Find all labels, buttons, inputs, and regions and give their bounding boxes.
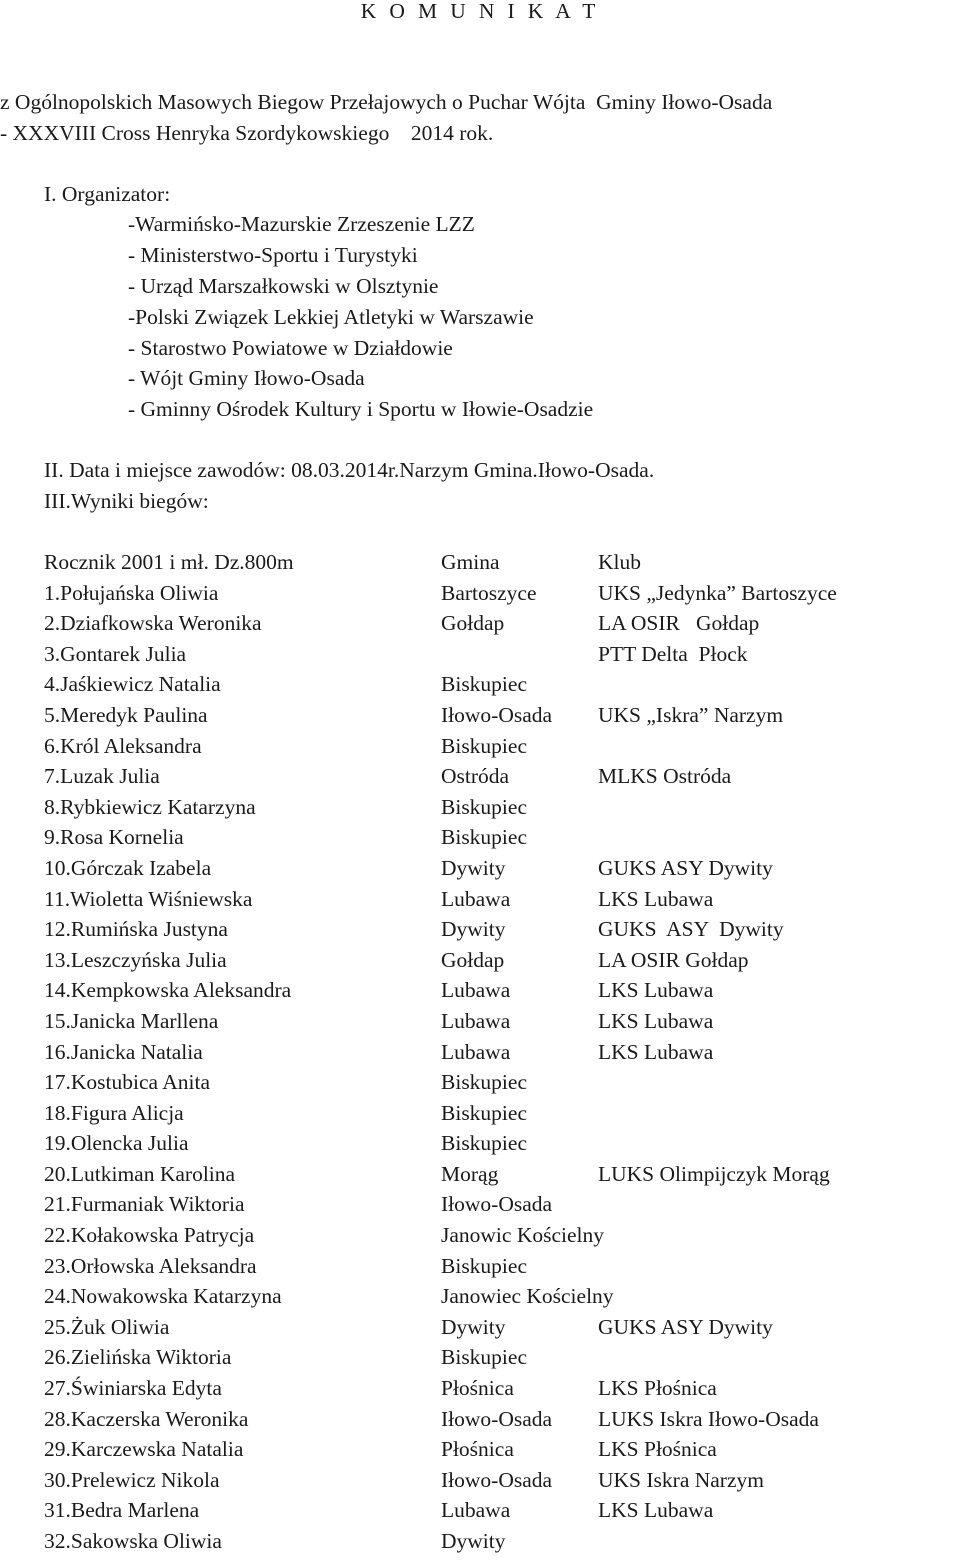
athlete-name: 20.Lutkiman Karolina [44,1161,236,1186]
athlete-klub: LKS Lubawa [598,978,714,1003]
athlete-name: 24.Nowakowska Katarzyna [44,1284,282,1309]
athlete-gmina: Iłowo-Osada [441,1406,553,1431]
results-table [0,547,960,1557]
athlete-gmina: Biskupiec [441,1345,527,1370]
athlete-klub: LKS Lubawa [598,1498,714,1523]
athlete-gmina: Biskupiec [441,1253,527,1278]
category-label: Rocznik 2001 i mł. Dz.800m [44,550,294,574]
athlete-gmina: Płośnica [441,1437,514,1462]
athlete-klub: LKS Lubawa [598,886,714,911]
athlete-gmina: Biskupiec [441,672,527,697]
athlete-name: 27.Świniarska Edyta [44,1376,222,1401]
table-row [0,761,960,792]
athlete-name: 22.Kołakowska Patrycja [44,1223,255,1248]
table-row [0,914,960,945]
athlete-klub: GUKS ASY Dywity [598,1314,773,1339]
organizer-item: - Gminny Ośrodek Kultury i Sportu w Iłowie-Osadzie [128,397,594,421]
athlete-name: 26.Zielińska Wiktoria [44,1345,232,1370]
athlete-name: 17.Kostubica Anita [44,1070,211,1095]
organizer-item: -Polski Związek Lekkiej Atletyki w Warszawie [128,305,534,329]
table-row [0,1373,960,1404]
athlete-klub: LKS Płośnica [598,1376,717,1401]
table-row [0,1495,960,1526]
table-row [0,731,960,762]
athlete-gmina: Dywity [441,917,506,942]
table-row [0,1312,960,1343]
athlete-klub: GUKS ASY Dywity [598,855,773,880]
athlete-gmina: Lubawa [441,978,511,1003]
document-title: K O M U N I K A T [360,0,600,23]
table-row [0,975,960,1006]
athlete-klub: MLKS Ostróda [598,764,732,789]
athlete-name: 9.Rosa Kornelia [44,825,184,850]
organizer-heading: I. Organizator: [44,182,171,206]
athlete-klub: LKS Płośnica [598,1437,717,1462]
table-row [0,578,960,609]
table-row [0,1189,960,1220]
table-row [0,822,960,853]
athlete-klub: UKS „Iskra” Narzym [598,702,784,727]
athlete-klub: LA OSIR Gołdap [598,611,760,636]
organizer-item: - Urząd Marszałkowski w Olsztynie [128,274,439,298]
athlete-gmina: Gołdap [441,611,505,636]
athlete-name: 32.Sakowska Oliwia [44,1529,222,1553]
competition-date-place: II. Data i miejsce zawodów: 08.03.2014r.Narzym Gmina.Iłowo-Osada. [44,458,655,482]
athlete-name: 14.Kempkowska Aleksandra [44,978,292,1003]
results-rows [0,578,960,1557]
table-row [0,945,960,976]
athlete-gmina: Dywity [441,1314,506,1339]
athlete-gmina: Iłowo-Osada [441,1467,553,1492]
athlete-gmina: Dywity [441,855,506,880]
athlete-gmina: Janowiec Kościelny [441,1284,614,1309]
athlete-gmina: Iłowo-Osada [441,1192,553,1217]
table-row [0,1526,960,1557]
athlete-gmina: Gołdap [441,947,505,972]
subtitle-line-1: z Ogólnopolskich Masowych Biegow Przełajowych o Puchar Wójta Gminy Iłowo-Osada [0,90,773,114]
table-row [0,1281,960,1312]
table-row [0,1404,960,1435]
athlete-gmina: Lubawa [441,886,511,911]
table-row [0,1342,960,1373]
athlete-gmina: Dywity [441,1529,506,1553]
athlete-name: 4.Jaśkiewicz Natalia [44,672,221,697]
athlete-klub: UKS „Jedynka” Bartoszyce [598,580,837,605]
athlete-name: 18.Figura Alicja [44,1100,184,1125]
table-row [0,639,960,670]
athlete-gmina: Płośnica [441,1376,514,1401]
table-row [0,1465,960,1496]
athlete-gmina: Biskupiec [441,733,527,758]
athlete-name: 28.Kaczerska Weronika [44,1406,249,1431]
table-row [0,884,960,915]
athlete-name: 3.Gontarek Julia [44,641,187,666]
athlete-klub: PTT Delta Płock [598,641,748,666]
table-row [0,792,960,823]
athlete-name: 6.Król Aleksandra [44,733,202,758]
athlete-name: 2.Dziafkowska Weronika [44,611,262,636]
table-row [0,669,960,700]
athlete-gmina: Biskupiec [441,794,527,819]
athlete-gmina: Lubawa [441,1008,511,1033]
athlete-name: 16.Janicka Natalia [44,1039,203,1064]
athlete-name: 12.Rumińska Justyna [44,917,228,942]
gmina-column-header: Gmina [441,550,500,574]
athlete-gmina: Biskupiec [441,825,527,850]
athlete-name: 30.Prelewicz Nikola [44,1467,220,1492]
organizer-item: - Starostwo Powiatowe w Działdowie [128,336,453,360]
table-row [0,1159,960,1190]
athlete-gmina: Lubawa [441,1039,511,1064]
athlete-klub: LUKS Iskra Iłowo-Osada [598,1406,819,1431]
athlete-gmina: Ostróda [441,764,510,789]
subtitle-line-2: - XXXVIII Cross Henryka Szordykowskiego 2014 rok. [0,121,494,145]
organizer-item: - Wójt Gminy Iłowo-Osada [128,366,365,390]
athlete-name: 15.Janicka Marllena [44,1008,219,1033]
athlete-name: 23.Orłowska Aleksandra [44,1253,257,1278]
athlete-name: 8.Rybkiewicz Katarzyna [44,794,256,819]
athlete-gmina: Biskupiec [441,1070,527,1095]
athlete-name: 1.Połujańska Oliwia [44,580,219,605]
athlete-klub: LUKS Olimpijczyk Morąg [598,1161,830,1186]
table-row [0,1220,960,1251]
table-row [0,1128,960,1159]
athlete-name: 13.Leszczyńska Julia [44,947,227,972]
organizer-item: -Warmińsko-Mazurskie Zrzeszenie LZZ [128,212,475,236]
klub-column-header: Klub [598,550,641,574]
athlete-name: 21.Furmaniak Wiktoria [44,1192,245,1217]
table-row [0,1098,960,1129]
athlete-gmina: Morąg [441,1161,499,1186]
table-row [0,1251,960,1282]
athlete-name: 5.Meredyk Paulina [44,702,208,727]
results-header-row [0,547,960,578]
athlete-name: 25.Żuk Oliwia [44,1314,170,1339]
athlete-gmina: Biskupiec [441,1100,527,1125]
athlete-klub: UKS Iskra Narzym [598,1467,764,1492]
athlete-klub: GUKS ASY Dywity [598,917,784,942]
athlete-klub: LKS Lubawa [598,1008,714,1033]
athlete-klub: LA OSIR Gołdap [598,947,749,972]
athlete-name: 7.Luzak Julia [44,764,160,789]
table-row [0,853,960,884]
table-row [0,1037,960,1068]
athlete-name: 29.Karczewska Natalia [44,1437,244,1462]
athlete-name: 19.Olencka Julia [44,1131,189,1156]
athlete-gmina: Lubawa [441,1498,511,1523]
athlete-gmina: Iłowo-Osada [441,702,553,727]
results-heading: III.Wyniki biegów: [44,489,209,513]
athlete-name: 11.Wioletta Wiśniewska [44,886,253,911]
table-row [0,608,960,639]
athlete-gmina: Janowic Kościelny [441,1223,605,1248]
table-row [0,700,960,731]
athlete-name: 10.Górczak Izabela [44,855,212,880]
table-row [0,1006,960,1037]
table-row [0,1434,960,1465]
athlete-klub: LKS Lubawa [598,1039,714,1064]
table-row [0,1067,960,1098]
athlete-gmina: Biskupiec [441,1131,527,1156]
athlete-gmina: Bartoszyce [441,580,537,605]
organizer-item: - Ministerstwo-Sportu i Turystyki [128,243,418,267]
athlete-name: 31.Bedra Marlena [44,1498,200,1523]
